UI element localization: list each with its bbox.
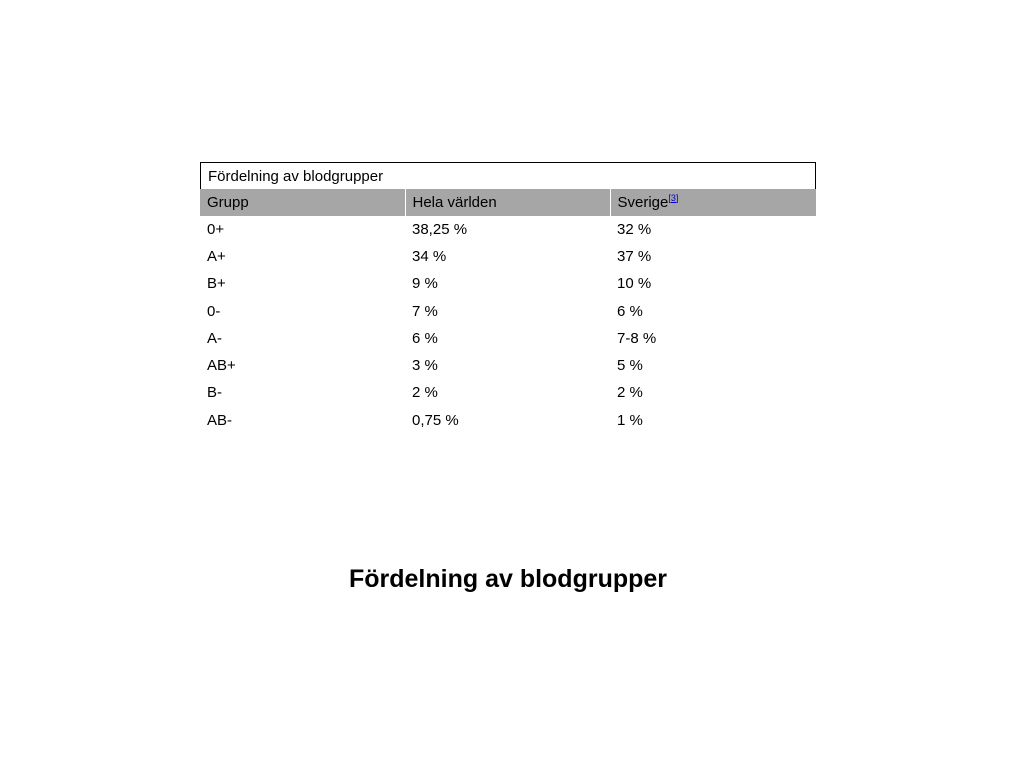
cell-sweden: 1 % xyxy=(617,411,643,429)
blood-group-table-container xyxy=(200,162,816,434)
cell-group: A+ xyxy=(207,247,226,265)
cell-group: A- xyxy=(207,329,222,347)
cell-sweden: 5 % xyxy=(617,357,643,375)
cell-sweden: 7-8 % xyxy=(617,329,657,347)
blood-group-table xyxy=(200,189,816,434)
cell-sweden: 32 % xyxy=(617,220,652,238)
table-row xyxy=(200,271,816,298)
cell-group: 0+ xyxy=(207,220,225,238)
cell-world: 9 % xyxy=(412,275,438,293)
header-world: Hela världen xyxy=(405,189,610,216)
slide-title: Fördelning av blodgrupper xyxy=(348,565,668,593)
cell-group: AB+ xyxy=(207,357,236,375)
cell-world: 0,75 % xyxy=(412,411,459,429)
cell-sweden: 2 % xyxy=(617,384,643,402)
table-row xyxy=(200,243,816,270)
table-row xyxy=(200,298,816,325)
cell-sweden: 37 % xyxy=(617,247,652,265)
table-caption: Fördelning av blodgrupper xyxy=(200,162,816,189)
cell-group: B- xyxy=(207,384,222,402)
cell-group: AB- xyxy=(207,411,233,429)
cell-group: B+ xyxy=(207,275,226,293)
table-row xyxy=(200,325,816,352)
cell-world: 2 % xyxy=(412,384,438,402)
header-group: Grupp xyxy=(200,189,405,216)
header-sweden xyxy=(610,189,816,216)
cell-sweden: 10 % xyxy=(617,275,652,293)
cell-sweden: 6 % xyxy=(617,302,643,320)
cell-world: 7 % xyxy=(412,302,438,320)
table-row xyxy=(200,216,816,243)
table-row xyxy=(200,380,816,407)
cell-world: 6 % xyxy=(412,329,438,347)
cell-world: 3 % xyxy=(412,357,438,375)
cell-world: 34 % xyxy=(412,247,447,265)
reference-link[interactable]: [3] xyxy=(668,192,679,203)
cell-world: 38,25 % xyxy=(412,220,468,238)
cell-group: 0- xyxy=(207,302,221,320)
table-row xyxy=(200,352,816,379)
header-sweden-label: Sverige xyxy=(617,193,669,211)
table-row xyxy=(200,407,816,434)
table-header-row xyxy=(200,189,816,216)
